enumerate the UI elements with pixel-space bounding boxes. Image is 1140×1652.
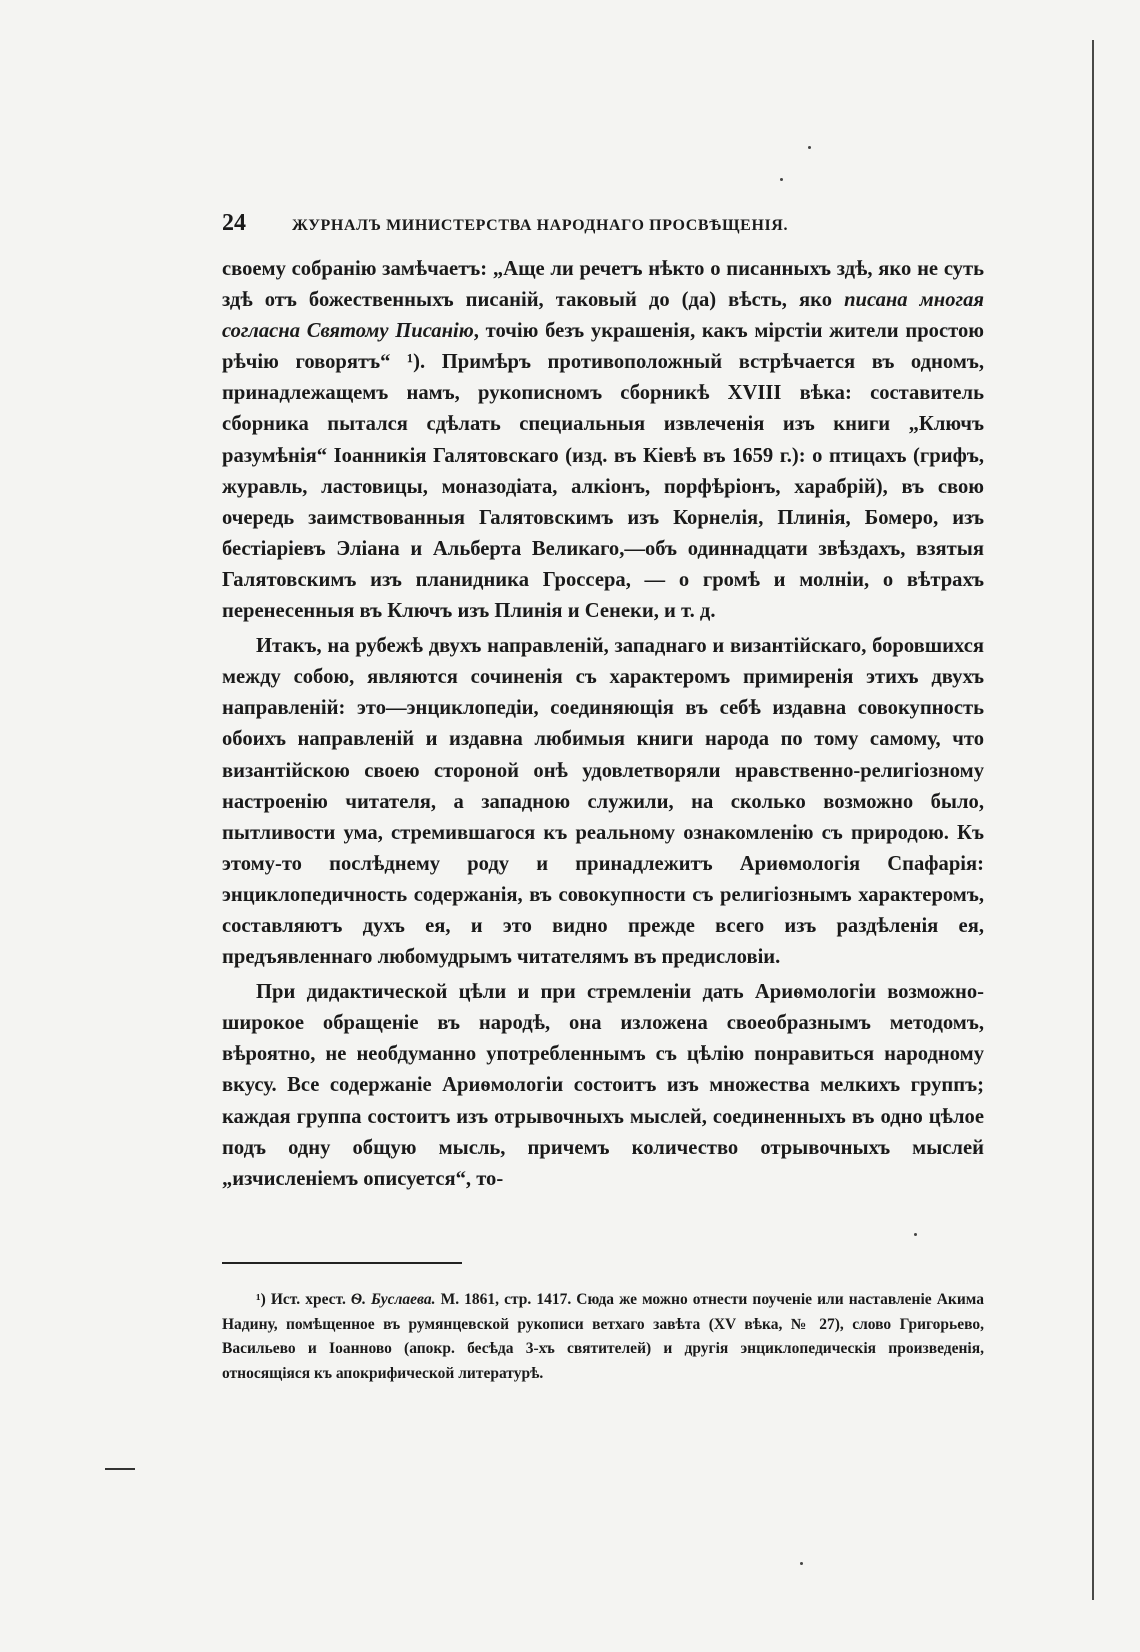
- scan-speck: [800, 1562, 803, 1565]
- paragraph-1-italic-quote: писана многая согласна Святому Писанію: [222, 289, 984, 343]
- footnote: [222, 1288, 984, 1386]
- footnote-text-c: М. 1861, стр. 1417. Сюда же можно отнести поученіе или наставленіе Акима Надину, помѣщенное въ румянцевской рукописи ветхаго завѣта (XV вѣка, № 27), слово Григорьево, Васильево и Іоанново (апокр. бесѣда 3-хъ святителей) и другія энциклопедическія произведенія, относящіяся къ апокрифической литературѣ.: [222, 1291, 984, 1382]
- page-header: [222, 210, 862, 237]
- footnote-divider: [222, 1262, 462, 1264]
- scan-margin-mark: [105, 1468, 135, 1470]
- paragraph-1: [222, 254, 984, 627]
- scan-border-line: [1092, 40, 1094, 1600]
- paragraph-1-text-c: , точію безъ украшенія, какъ мірстіи жители простою рѣчію говорятъ“ ¹). Примѣръ противоположный встрѣчается въ одномъ, принадлежащемъ намъ, рукописномъ сборникѣ XVIII вѣка: составитель сборника пытался сдѣлать специальныя извлеченія изъ книги „Ключъ разумѣнія“ Іоанникія Галятовскаго (изд. въ Кіевѣ въ 1659 г.): о птицахъ (грифъ, журавль, ластовицы, моназодіата, алкіонъ, порфѣріонъ, харабрій), въ свою очередь заимствованныя Галятовскимъ изъ Корнелія, Плинія, Бомеро, изъ бестіаріевъ Эліана и Альберта Великаго,—объ одиннадцати звѣздахъ, взятыя Галятовскимъ изъ планидника Гроссера, — о громѣ и молніи, о вѣтрахъ перенесенныя въ Ключъ изъ Плинія и Сенеки, и т. д.: [222, 320, 984, 623]
- main-text: [222, 254, 984, 1195]
- scan-speck: [914, 1233, 917, 1236]
- page-number: 24: [222, 210, 246, 236]
- paragraph-1-text-a: своему собранію замѣчаетъ: „Аще ли речетъ нѣкто о писанныхъ здѣ, яко не суть здѣ отъ божественныхъ писаній, таковый до (да) вѣсть, яко: [222, 258, 984, 312]
- footnote-text-a: ¹) Ист. хрест.: [256, 1291, 351, 1308]
- running-title: ЖУРНАЛЪ МИНИСТЕРСТВА НАРОДНАГО ПРОСВѢЩЕНІЯ.: [292, 217, 789, 234]
- scan-speck: [808, 146, 811, 149]
- footnote-author: Ѳ. Буслаева.: [350, 1291, 436, 1308]
- paragraph-2: Итакъ, на рубежѣ двухъ направленій, западнаго и византійскаго, боровшихся между собою, являются сочиненія съ характеромъ примиренія этихъ двухъ направленій: это—энциклопедіи, соединяющія въ себѣ издавна совокупность обоихъ направленій и издавна любимыя книги народа по тому самому, что византійскою своею стороной онѣ удовлетворяли нравственно-религіозному настроенію читателя, а западною служили, на сколько возможно было, пытливости ума, стремившагося къ реальному ознакомленію съ природою. Къ этому-то послѣднему роду и принадлежитъ Ариѳмологія Спафарія: энциклопедичность содержанія, въ совокупности съ религіознымъ характеромъ, составляютъ духъ ея, и это видно прежде всего изъ раздѣленія ея, предъявленнаго любомудрымъ читателямъ въ предисловіи.: [222, 635, 984, 969]
- scan-speck: [780, 178, 783, 181]
- paragraph-3: При дидактической цѣли и при стремленіи дать Ариѳмологіи возможно-широкое обращеніе въ народѣ, она изложена своеобразнымъ методомъ, вѣроятно, не необдуманно употребленнымъ съ цѣлію понравиться народному вкусу. Все содержаніе Ариѳмологіи состоитъ изъ множества мелкихъ группъ; каждая группа состоитъ изъ отрывочныхъ мыслей, соединенныхъ въ одно цѣлое подъ одну общую мысль, причемъ количество отрывочныхъ мыслей „изчисленіемъ описуется“, то-: [222, 981, 984, 1190]
